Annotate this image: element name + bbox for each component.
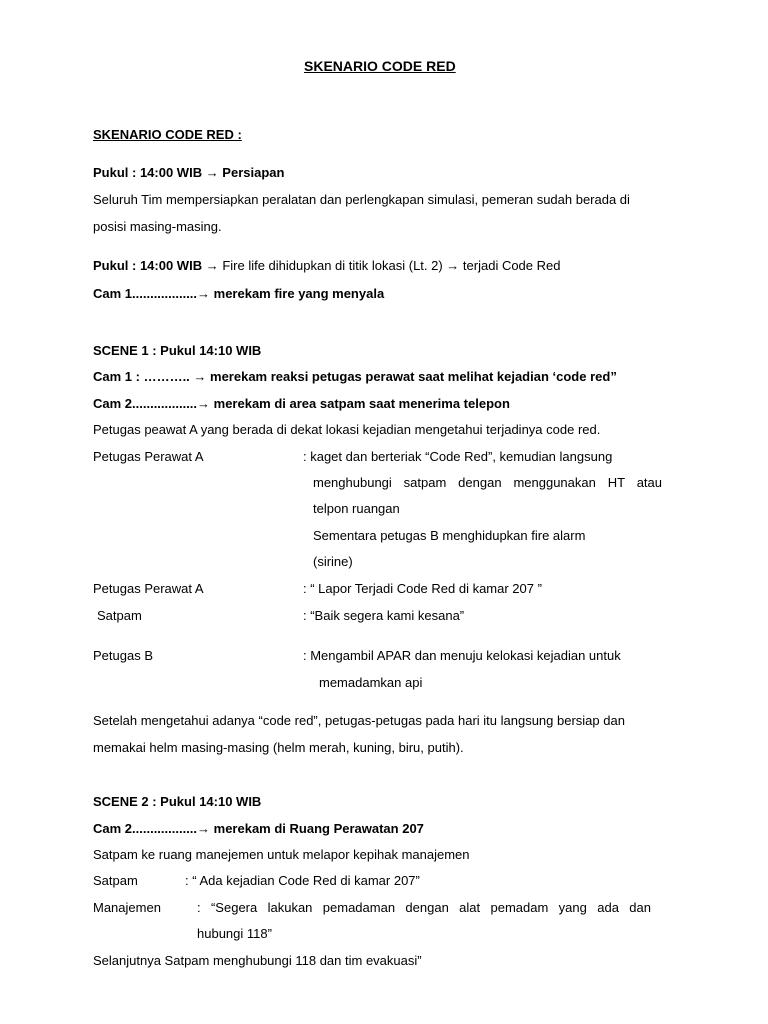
manajemen-text: hubungi 118” xyxy=(197,926,272,941)
scene1-cam1: Cam 1 : ……….. → merekam reaksi petugas perawat saat melihat kejadian ‘code red” xyxy=(93,369,617,384)
dialog-speaker: Satpam xyxy=(97,608,142,623)
scene2-heading: SCENE 2 : Pukul 14:10 WIB xyxy=(93,794,262,809)
dialog-text: : “ Lapor Terjadi Code Red di kamar 207 ” xyxy=(303,581,542,596)
dialog-speaker: Petugas Perawat A xyxy=(93,581,204,596)
dialog-text: (sirine) xyxy=(313,554,353,569)
scene1-intro: Petugas peawat A yang berada di dekat lokasi kejadian mengetahui terjadinya code red. xyxy=(93,422,601,437)
scene1-after-line-1: Setelah mengetahui adanya “code red”, petugas-petugas pada hari itu langsung bersiap dan xyxy=(93,713,625,728)
manajemen-text: : “Segera lakukan pemadaman dengan alat pemadam yang ada dan xyxy=(197,900,651,915)
dialog-text: Sementara petugas B menghidupkan fire alarm xyxy=(313,528,586,543)
dialog-text: telpon ruangan xyxy=(313,501,400,516)
scene2-intro: Satpam ke ruang manejemen untuk melapor kepihak manajemen xyxy=(93,847,470,862)
dialog-text: menghubungi satpam dengan menggunakan HT atau xyxy=(313,475,662,490)
prep-time-line: Pukul : 14:00 WIB → Persiapan xyxy=(93,165,285,180)
manajemen-label: Manajemen xyxy=(93,900,161,915)
scene1-heading: SCENE 1 : Pukul 14:10 WIB xyxy=(93,343,262,358)
dialog-text: : “Baik segera kami kesana” xyxy=(303,608,465,623)
scene2-closing: Selanjutnya Satpam menghubungi 118 dan tim evakuasi” xyxy=(93,953,422,968)
dialog-text: : Mengambil APAR dan menuju kelokasi kejadian untuk xyxy=(303,648,621,663)
fire-line xyxy=(93,258,560,274)
prep-desc-line-1: Seluruh Tim mempersiapkan peralatan dan perlengkapan simulasi, pemeran sudah berada di xyxy=(93,192,630,207)
prep-desc-line-2: posisi masing-masing. xyxy=(93,219,222,234)
fire-desc: Fire life dihidupkan di titik lokasi (Lt. 2) → terjadi Code Red xyxy=(222,258,561,273)
scene1-after-line-2: memakai helm masing-masing (helm merah, kuning, biru, putih). xyxy=(93,740,464,755)
section-heading: SKENARIO CODE RED : xyxy=(93,127,242,142)
scene2-cam2: Cam 2..................→ merekam di Ruang Perawatan 207 xyxy=(93,821,424,836)
dialog-text: memadamkan api xyxy=(319,675,423,690)
fire-time: Pukul : 14:00 WIB → xyxy=(93,258,219,273)
satpam-label: Satpam xyxy=(93,873,138,888)
dialog-text: : kaget dan berteriak “Code Red”, kemudian langsung xyxy=(303,449,613,464)
dialog-speaker: Petugas Perawat A xyxy=(93,449,204,464)
satpam-text: : “ Ada kejadian Code Red di kamar 207” xyxy=(185,873,420,888)
dialog-speaker: Petugas B xyxy=(93,648,153,663)
fire-cam-line: Cam 1..................→ merekam fire yang menyala xyxy=(93,286,385,301)
page-title: SKENARIO CODE RED xyxy=(304,58,456,74)
scene1-cam2: Cam 2..................→ merekam di area satpam saat menerima telepon xyxy=(93,396,510,411)
